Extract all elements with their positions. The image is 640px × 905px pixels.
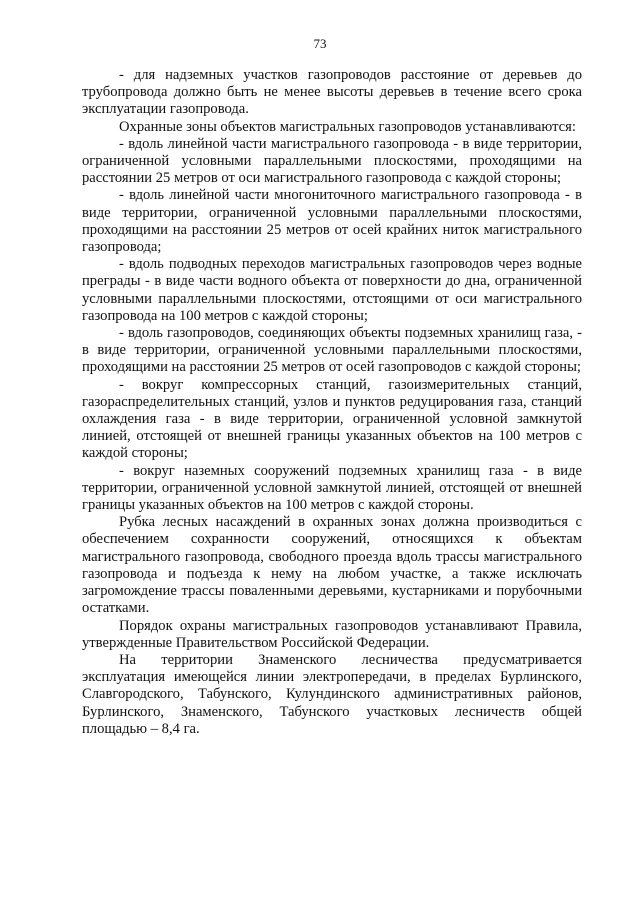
paragraph-linear-part: - вдоль линейной части магистрального газопровода - в виде территории, ограниченной условными параллельными плоскостями, проходящими на расстоянии 25 метров от оси магистрального газопровода с каждой стороны; [82,135,582,187]
paragraph-underwater-crossings: - вдоль подводных переходов магистральных газопроводов через водные преграды - в виде части водного объекта от поверхности до дна, ограниченной условными параллельными плоскостями, отстоящими от оси магистрального газопровода на 100 метров с каждой стороны; [82,256,582,324]
paragraph-surface-structures: - вокруг наземных сооружений подземных хранилищ газа - в виде территории, ограниченной условной замкнутой линией, отстоящей от внешней границы указанных объектов на 100 метров с каждой стороны. [82,462,582,514]
paragraph-tree-distance: - для надземных участков газопроводов расстояние от деревьев до трубопровода должно быть не менее высоты деревьев в течение всего срока эксплуатации газопровода. [82,67,582,118]
body-text [82,67,582,738]
paragraph-protection-zones-intro: Охранные зоны объектов магистральных газопроводов устанавливаются: [119,118,576,135]
paragraph-multi-line-part: - вдоль линейной части многониточного магистрального газопровода - в виде территории, ограниченной условными параллельными плоскостями, проходящими на расстоянии 25 метров от осей крайних ниток магистрального газопровода; [82,187,582,256]
paragraph-storage-pipelines: - вдоль газопроводов, соединяющих объекты подземных хранилищ газа, - в виде территории, ограниченной условными параллельными плоскостями, проходящими на расстоянии 25 метров от осей газопроводов с каждой стороны; [82,325,582,376]
paragraph-stations: - вокруг компрессорных станций, газоизмерительных станций, газораспределительных станций, узлов и пунктов редуцирования газа, станций охлаждения газа - в виде территории, ограниченной условной замкнутой линией, отстоящей от внешней границы указанных объектов на 100 метров с каждой стороны; [82,376,582,462]
page-number: 73 [313,36,327,51]
paragraph-protection-rules: Порядок охраны магистральных газопроводов устанавливают Правила, утвержденные Правительством Российской Федерации. [82,617,582,651]
paragraph-logging: Рубка лесных насаждений в охранных зонах должна производиться с обеспечением сохранности сооружений, относящихся к объектам магистрального газопровода, свободного проезда вдоль трассы магистрального газопровода и подъезда к нему на любом участке, а также исключать загромождение трассы поваленными деревьями, кустарниками и порубочными остатками. [82,514,582,617]
paragraph-power-line: На территории Знаменского лесничества предусматривается эксплуатация имеющейся линии электропередачи, в пределах Бурлинского, Славгородского, Табунского, Кулундинского административных районов, Бурлинского, Знаменского, Табунского участковых лесничеств общей площадью – 8,4 га. [82,651,582,737]
